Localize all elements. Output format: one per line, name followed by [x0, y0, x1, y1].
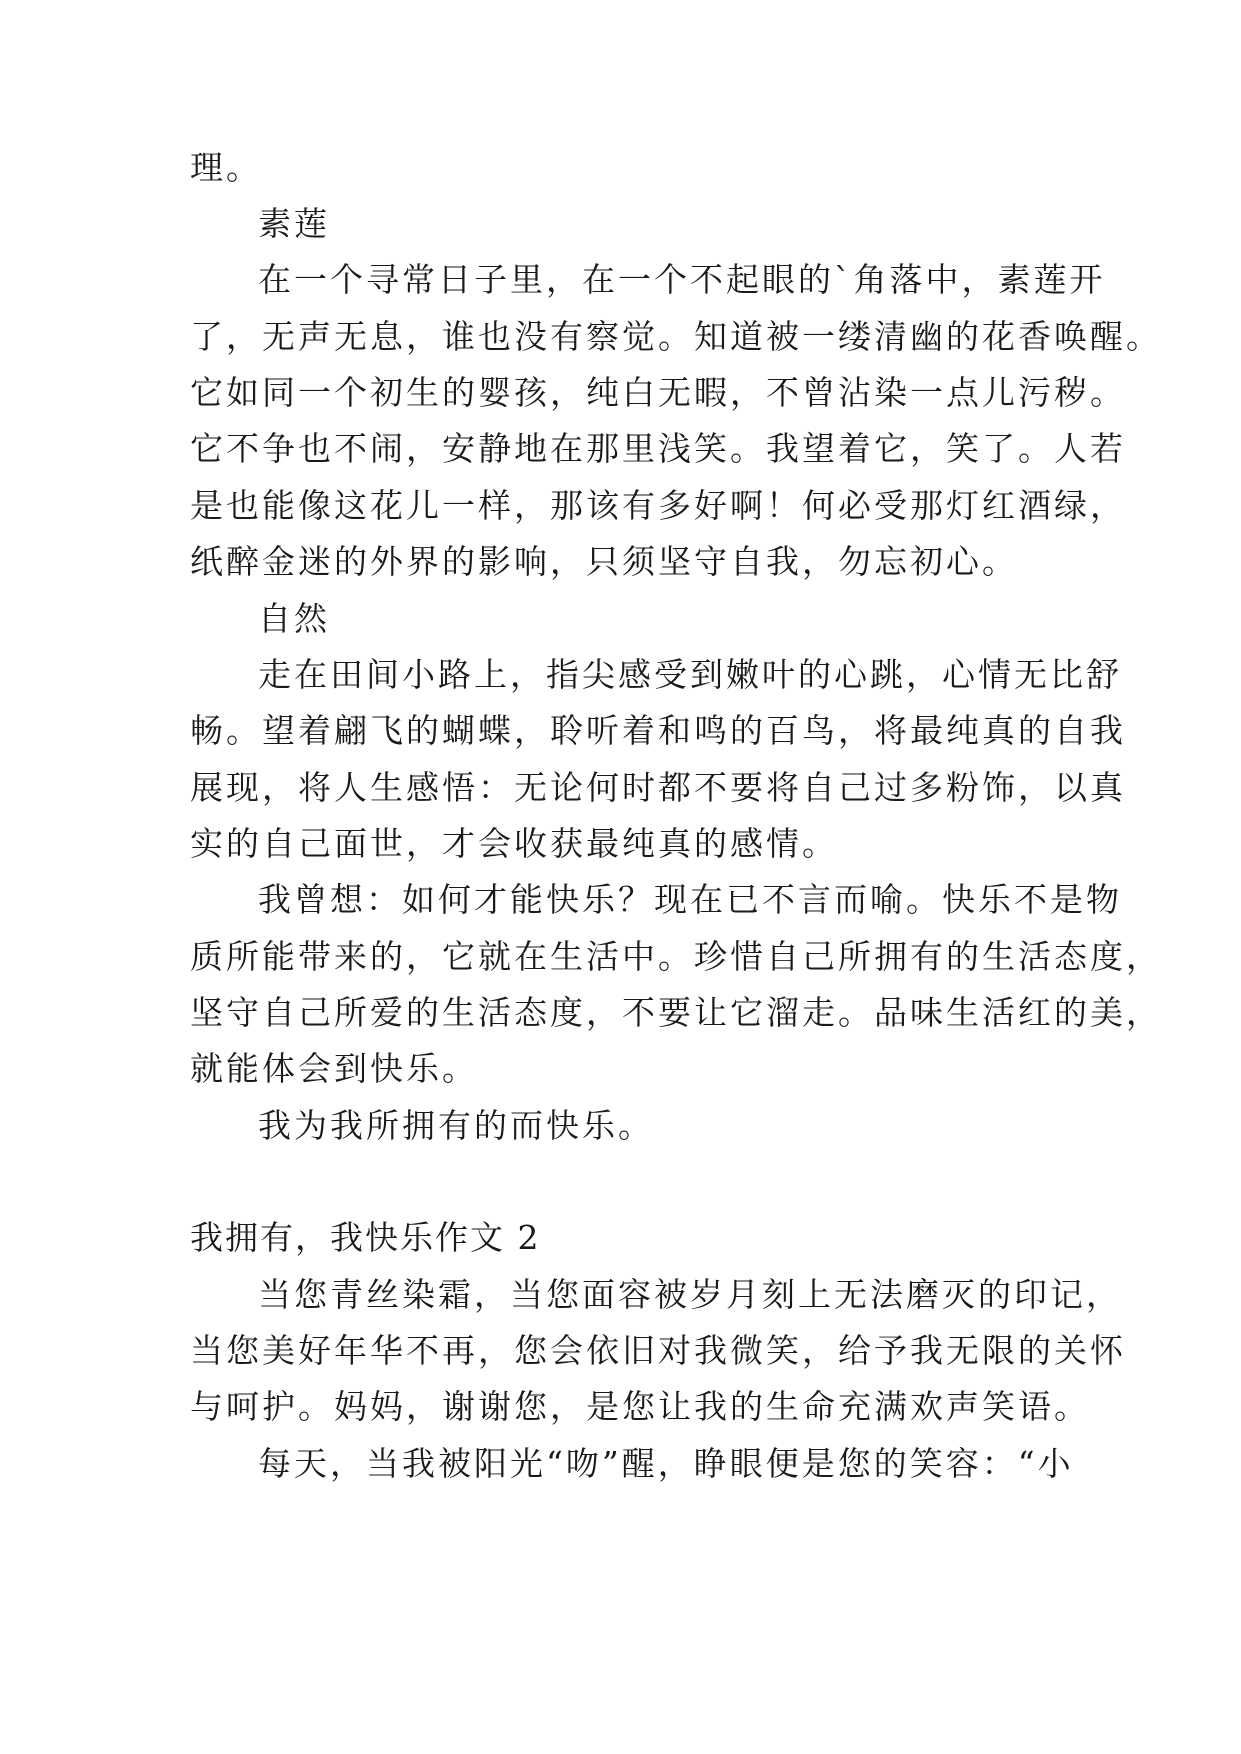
paragraph-line: 在一个寻常日子里，在一个不起眼的`角落中，素莲开 — [258, 260, 1106, 299]
paragraph-line: 质所能带来的，它就在生活中。珍惜自己所拥有的生活态度， — [190, 937, 1162, 976]
section-heading: 素莲 — [258, 204, 330, 243]
paragraph-line: 我曾想：如何才能快乐？现在已不言而喻。快乐不是物 — [258, 880, 1122, 919]
paragraph-line: 它不争也不闹，安静地在那里浅笑。我望着它，笑了。人若 — [190, 429, 1126, 468]
paragraph-line: 当您青丝染霜，当您面容被岁月刻上无法磨灭的印记， — [258, 1275, 1122, 1314]
paragraph-line: 畅。望着翩飞的蝴蝶，聆听着和鸣的百鸟，将最纯真的自我 — [190, 711, 1126, 750]
paragraph-line: 纸醉金迷的外界的影响，只须坚守自我，勿忘初心。 — [190, 542, 1018, 581]
essay-title: 我拥有，我快乐作文 2 — [190, 1218, 541, 1257]
section-heading: 自然 — [258, 599, 330, 638]
paragraph-line: 当您美好年华不再，您会依旧对我微笑，给予我无限的关怀 — [190, 1331, 1126, 1370]
paragraph-line: 就能体会到快乐。 — [190, 1049, 478, 1088]
paragraph-line: 实的自己面世，才会收获最纯真的感情。 — [190, 824, 838, 863]
paragraph-line: 了，无声无息，谁也没有察觉。知道被一缕清幽的花香唤醒。 — [190, 317, 1162, 356]
paragraph-line: 坚守自己所爱的生活态度，不要让它溜走。品味生活红的美， — [190, 993, 1162, 1032]
paragraph-line: 每天，当我被阳光“吻”醒，睁眼便是您的笑容：“小 — [258, 1444, 1074, 1483]
paragraph-line: 展现，将人生感悟：无论何时都不要将自己过多粉饰，以真 — [190, 768, 1126, 807]
paragraph-line: 理。 — [190, 148, 262, 187]
paragraph-line: 我为我所拥有的而快乐。 — [258, 1106, 654, 1145]
paragraph-line: 是也能像这花儿一样，那该有多好啊！何必受那灯红酒绿， — [190, 486, 1126, 525]
paragraph-line: 走在田间小路上，指尖感受到嫩叶的心跳，心情无比舒 — [258, 655, 1122, 694]
paragraph-line: 它如同一个初生的婴孩，纯白无暇，不曾沾染一点儿污秽。 — [190, 373, 1126, 412]
paragraph-line: 与呵护。妈妈，谢谢您，是您让我的生命充满欢声笑语。 — [190, 1387, 1090, 1426]
